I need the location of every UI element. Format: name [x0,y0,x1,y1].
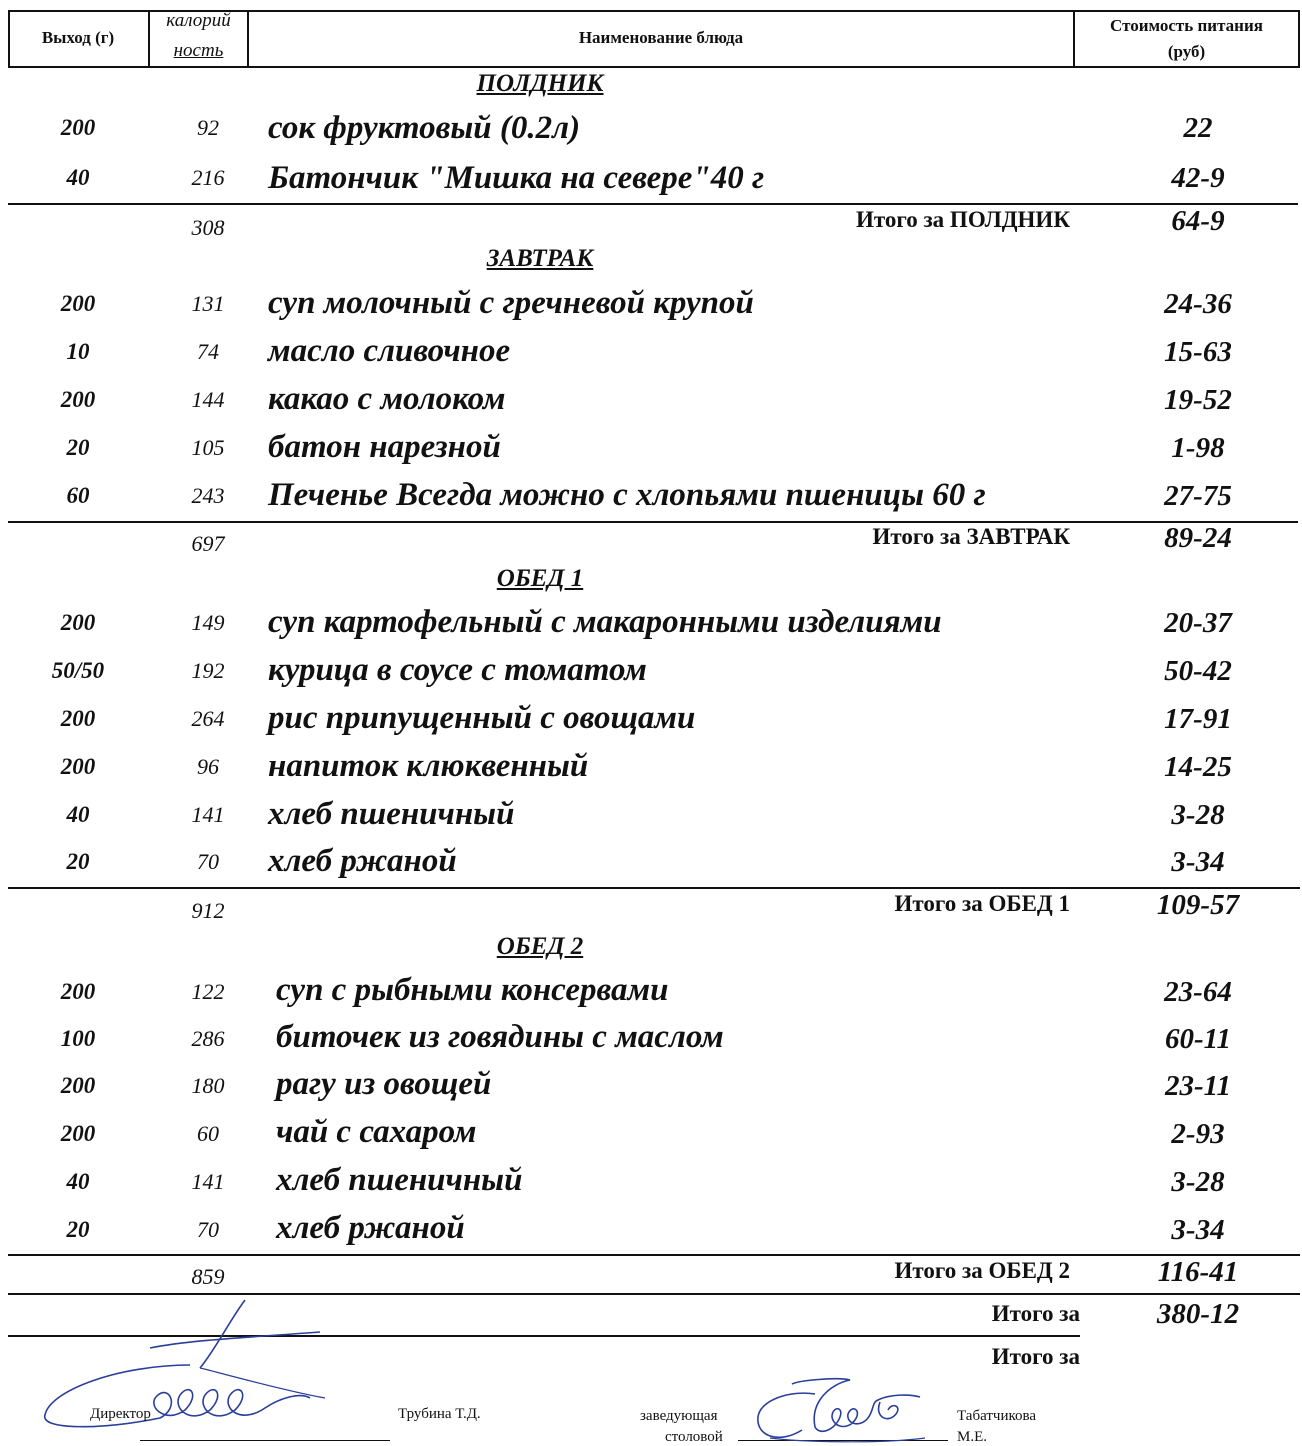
row-price: 22 [1183,112,1213,144]
row-calories: 74 [197,339,219,364]
section-title: ЗАВТРАК [486,245,594,272]
row-dish: Печенье Всегда можно с хлопьями пшеницы 60 г [268,477,986,513]
row-dish: суп картофельный с макаронными изделиями [268,604,942,640]
row-output: 40 [66,1169,90,1194]
row-calories: 92 [197,115,219,140]
total-calories: 859 [191,1264,225,1289]
row-price: 14-25 [1164,751,1232,783]
header-bottom-rule [8,66,1300,68]
row-dish: батон нарезной [268,429,501,465]
total-calories: 912 [191,898,225,923]
total-price: 64-9 [1171,205,1225,237]
row-calories: 70 [197,849,219,874]
row-calories: 141 [191,802,225,827]
row-dish: хлеб пшеничный [276,1162,523,1198]
row-dish: биточек из говядины с маслом [276,1019,724,1055]
manager-name-line2: М.Е. [957,1429,987,1445]
row-price: 2-93 [1171,1118,1225,1150]
row-output: 40 [66,802,90,827]
row-price: 42-9 [1171,162,1225,194]
row-dish: курица в соусе с томатом [268,652,647,688]
manager-signature [740,1372,940,1446]
row-output: 60 [66,483,90,508]
grand-total-2-label: Итого за [991,1344,1080,1369]
row-calories: 122 [191,979,225,1004]
header-dish: Наименование блюда [578,28,744,47]
row-output: 40 [66,165,90,190]
section-title: ОБЕД 2 [496,933,584,960]
row-price: 20-37 [1164,607,1232,639]
row-output: 200 [60,979,96,1004]
manager-name-line1: Табатчикова [957,1408,1037,1424]
row-price: 19-52 [1164,384,1232,416]
row-output: 20 [66,1217,90,1242]
row-output: 200 [60,115,96,140]
row-price: 17-91 [1164,703,1232,735]
row-price: 24-36 [1164,288,1232,320]
row-calories: 70 [197,1217,219,1242]
row-output: 200 [60,291,96,316]
director-title: Директор [90,1406,151,1422]
row-dish: напиток клюквенный [268,748,589,784]
total-price: 109-57 [1156,889,1240,921]
row-price: 50-42 [1164,655,1232,687]
row-price: 23-64 [1164,976,1232,1008]
row-output: 20 [66,435,90,460]
row-price: 27-75 [1164,480,1232,512]
row-price: 3-28 [1171,799,1225,831]
section-rule [8,887,1300,889]
row-dish: сок фруктовый (0.2л) [268,110,581,146]
row-output: 200 [60,1073,96,1098]
row-calories: 192 [191,658,225,683]
row-dish: хлеб пшеничный [268,796,515,832]
row-calories: 243 [191,483,225,508]
row-dish: суп молочный с гречневой крупой [268,285,754,321]
row-dish: чай с сахаром [276,1114,477,1150]
row-output: 50/50 [51,658,105,683]
row-output: 20 [66,849,90,874]
row-calories: 141 [191,1169,225,1194]
section-rule [8,203,1298,205]
row-calories: 96 [197,754,219,779]
row-dish: масло сливочное [268,333,511,369]
director-sign-line [140,1440,390,1441]
row-price: 15-63 [1164,336,1232,368]
grand-total-price: 380-12 [1156,1298,1240,1330]
row-calories: 264 [191,706,225,731]
row-output: 100 [60,1026,96,1051]
header-output: Выход (г) [41,28,115,47]
row-calories: 144 [191,387,225,412]
total-price: 116-41 [1157,1256,1239,1288]
row-calories: 105 [191,435,225,460]
grand-total-label: Итого за [991,1301,1080,1326]
row-dish: хлеб ржаной [276,1210,465,1246]
row-output: 10 [66,339,90,364]
row-output: 200 [60,387,96,412]
total-calories: 308 [191,215,225,240]
row-price: 1-98 [1171,432,1225,464]
row-dish: хлеб ржаной [268,843,457,879]
header-divider [1298,10,1300,68]
header-cost-line2: (руб) [1167,42,1206,61]
row-price: 3-34 [1171,1214,1225,1246]
total-price: 89-24 [1164,522,1232,554]
row-price: 3-28 [1171,1166,1225,1198]
section-title: ПОЛДНИК [476,70,604,97]
manager-title-line2: столовой [665,1429,723,1445]
row-dish: рис припущенный с овощами [268,700,696,736]
row-price: 3-34 [1171,846,1225,878]
total-calories: 697 [191,531,225,556]
header-calories-line2: ность [173,40,224,61]
director-name: Трубина Т.Д. [398,1406,481,1422]
row-output: 200 [60,706,96,731]
row-calories: 149 [191,610,225,635]
row-price: 60-11 [1164,1023,1232,1055]
row-output: 200 [60,1121,96,1146]
row-dish: рагу из овощей [276,1066,492,1102]
row-dish: суп с рыбными консервами [276,972,669,1008]
total-label: Итого за ПОЛДНИК [855,207,1070,232]
row-calories: 286 [191,1026,225,1051]
row-calories: 180 [191,1073,225,1098]
row-output: 200 [60,754,96,779]
section-rule [8,1254,1300,1256]
row-calories: 216 [191,165,225,190]
row-dish: какао с молоком [268,381,506,417]
header-calories-line1: калорий [166,10,231,31]
total-label: Итого за ЗАВТРАК [872,524,1070,549]
row-calories: 60 [197,1121,219,1146]
section-rule [8,521,1298,523]
header-cost-line1: Стоимость питания [1110,16,1263,35]
section-title: ОБЕД 1 [496,565,584,592]
manager-title-line1: заведующая [640,1408,718,1424]
total-label: Итого за ОБЕД 1 [894,891,1070,916]
director-signature [40,1290,330,1430]
total-label: Итого за ОБЕД 2 [894,1258,1070,1283]
row-calories: 131 [191,291,225,316]
row-price: 23-11 [1164,1070,1232,1102]
row-output: 200 [60,610,96,635]
row-dish: Батончик "Мишка на севере"40 г [268,160,765,196]
